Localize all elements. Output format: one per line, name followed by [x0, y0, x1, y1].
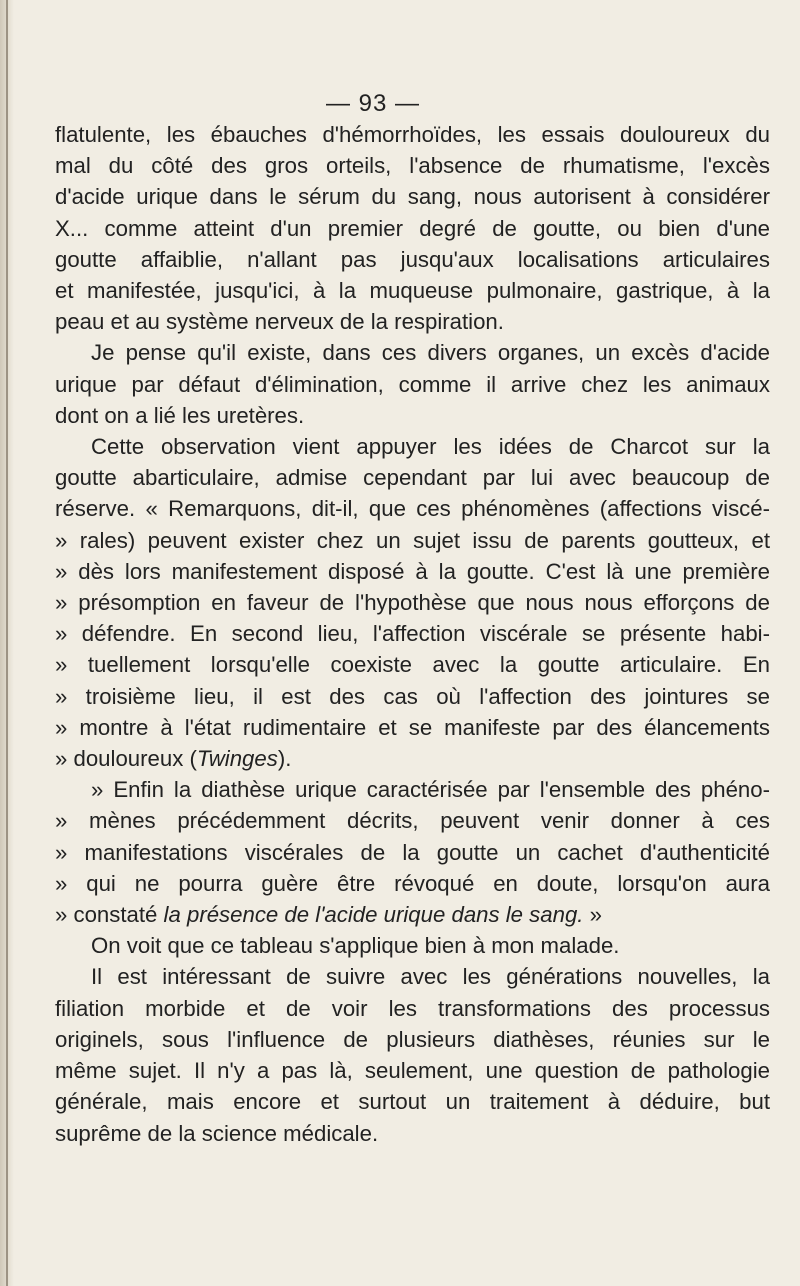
- text-line: » rales) peuvent exister chez un sujet issu de parents goutteux, et: [55, 527, 770, 553]
- text-line: d'acide urique dans le sérum du sang, nous autorisent à considérer: [55, 184, 770, 210]
- text-line: goutte affaiblie, n'allant pas jusqu'aux localisations articulaires: [55, 246, 770, 272]
- text-line: flatulente, les ébauches d'hémorrhoïdes, les essais douloureux du: [55, 122, 770, 147]
- text-line: » tuellement lorsqu'elle coexiste avec la goutte articulaire. En: [55, 652, 770, 678]
- binding-margin-rule: [6, 0, 8, 1286]
- text-line: » montre à l'état rudimentaire et se manifeste par des élancements: [55, 714, 770, 740]
- text-line: [55, 743, 770, 774]
- text-fragment: »: [583, 902, 602, 928]
- text-line: » troisième lieu, il est des cas où l'affection des jointures se: [55, 683, 770, 709]
- text-line: » mènes précédemment décrits, peuvent venir donner à ces: [55, 808, 770, 834]
- text-line: Il est intéressant de suivre avec les générations nouvelles, la: [91, 964, 770, 990]
- text-fragment: » douloureux (: [55, 746, 197, 772]
- text-line: » qui ne pourra guère être révoqué en doute, lorsqu'on aura: [55, 870, 770, 896]
- text-fragment: ).: [277, 746, 292, 772]
- italic-term: Twinges: [196, 746, 278, 772]
- text-line: » manifestations viscérales de la goutte un cachet d'authenticité: [55, 839, 770, 865]
- page-body-text: [55, 119, 770, 1149]
- text-line: et manifestée, jusqu'ici, à la muqueuse pulmonaire, gastrique, à la: [55, 278, 770, 304]
- text-line: suprême de la science médicale.: [55, 1120, 379, 1146]
- text-line: On voit que ce tableau s'applique bien à mon malade.: [91, 933, 620, 959]
- text-line: » dès lors manifestement disposé à la goutte. C'est là une première: [55, 558, 770, 584]
- italic-phrase: la présence de l'acide urique dans le sang.: [163, 902, 584, 928]
- text-line: goutte abarticulaire, admise cependant par lui avec beaucoup de: [55, 465, 770, 491]
- text-line: urique par défaut d'élimination, comme il arrive chez les animaux: [55, 371, 770, 397]
- text-line: » défendre. En second lieu, l'affection viscérale se présente habi-: [55, 621, 770, 647]
- text-line: même sujet. Il n'y a pas là, seulement, une question de pathologie: [55, 1058, 770, 1084]
- page-number: — 93 —: [326, 90, 421, 117]
- text-line: filiation morbide et de voir les transformations des processus: [55, 995, 770, 1021]
- text-line: Je pense qu'il existe, dans ces divers organes, un excès d'acide: [91, 340, 770, 366]
- text-line: dont on a lié les uretères.: [55, 402, 305, 428]
- text-fragment: » constaté: [55, 902, 164, 928]
- text-line: originels, sous l'influence de plusieurs diathèses, réunies sur le: [55, 1026, 770, 1052]
- text-line: X... comme atteint d'un premier degré de goutte, ou bien d'une: [55, 215, 770, 241]
- text-line: peau et au système nerveux de la respiration.: [55, 309, 504, 335]
- text-line: mal du côté des gros orteils, l'absence de rhumatisme, l'excès: [55, 153, 770, 179]
- text-line: » présomption en faveur de l'hypothèse que nous nous efforçons de: [55, 590, 770, 616]
- text-line: Cette observation vient appuyer les idées de Charcot sur la: [91, 434, 770, 460]
- text-line: » Enfin la diathèse urique caractérisée par l'ensemble des phéno-: [91, 777, 770, 803]
- text-line: réserve. « Remarquons, dit-il, que ces phénomènes (affections viscé-: [55, 496, 770, 522]
- text-line: générale, mais encore et surtout un traitement à déduire, but: [55, 1089, 770, 1115]
- text-line: [55, 899, 770, 930]
